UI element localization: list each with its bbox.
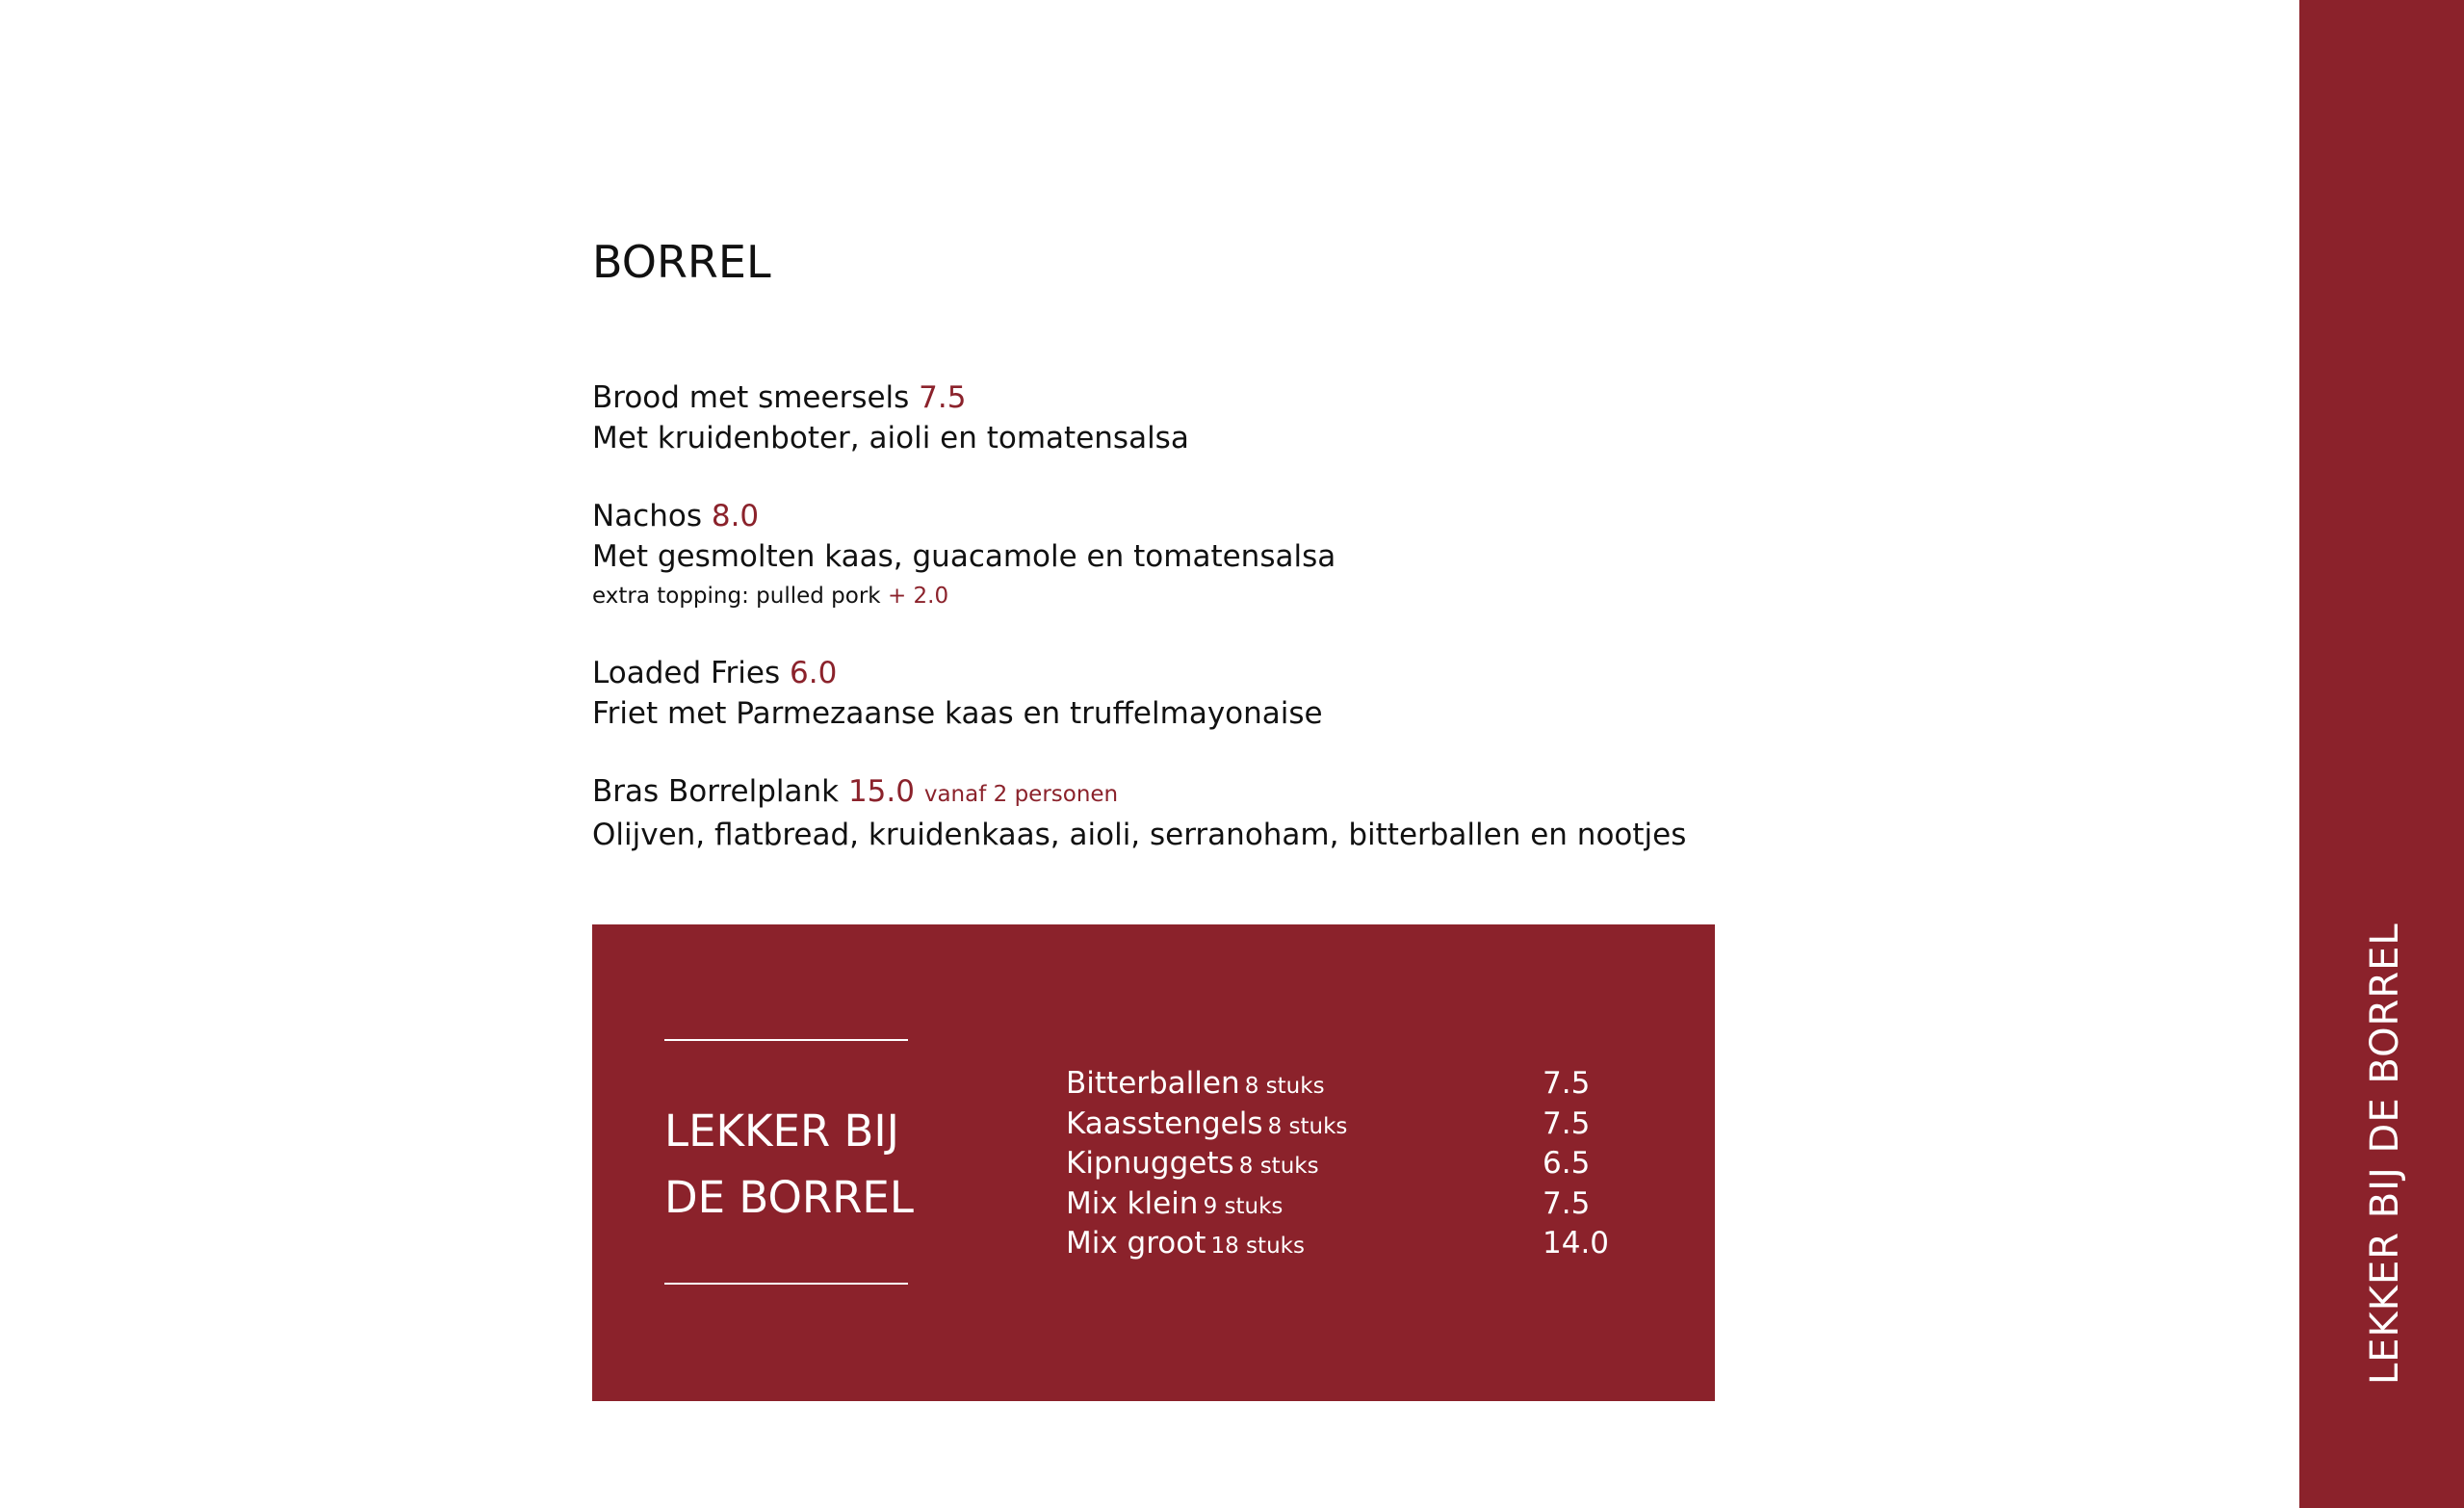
item-head [592, 771, 1748, 815]
box-title-line: DE BORREL [664, 1172, 914, 1223]
item-extra-label: extra topping: pulled pork [592, 584, 881, 609]
divider [664, 1283, 908, 1285]
snack-price: 7.5 [1543, 1105, 1591, 1141]
snack-qty: 9 stuks [1203, 1193, 1284, 1219]
snacks-box [592, 924, 1715, 1401]
snack-row [1066, 1064, 1644, 1105]
item-extra [592, 577, 1748, 615]
snack-qty: 18 stuks [1210, 1234, 1305, 1259]
snack-price: 7.5 [1543, 1185, 1591, 1221]
snack-row [1066, 1224, 1644, 1264]
item-description: Met gesmolten kaas, guacamole en tomatensalsa [592, 539, 1336, 574]
menu-item [592, 653, 1748, 734]
side-label: LEKKER BIJ DE BORREL [2363, 923, 2407, 1385]
box-title [664, 1098, 914, 1231]
item-name: Brood met smeersels [592, 380, 910, 415]
item-name: Bras Borrelplank [592, 774, 840, 809]
section-title: BORREL [592, 236, 771, 288]
item-description: Met kruidenboter, aioli en tomatensalsa [592, 421, 1189, 455]
snack-price: 14.0 [1543, 1226, 1610, 1261]
snack-list [1066, 1064, 1644, 1264]
menu-item [592, 377, 1748, 458]
item-note: vanaf 2 personen [923, 782, 1119, 807]
snack-row [1066, 1144, 1644, 1184]
snack-price: 7.5 [1543, 1066, 1591, 1101]
snack-row [1066, 1184, 1644, 1225]
box-title-line: LEKKER BIJ [664, 1105, 899, 1157]
snack-name: Mix klein [1066, 1185, 1199, 1221]
item-description: Friet met Parmezaanse kaas en truffelmayonaise [592, 696, 1323, 731]
item-price: 15.0 [847, 774, 915, 809]
item-price: 6.0 [790, 656, 838, 690]
menu-item [592, 496, 1748, 615]
snack-row [1066, 1105, 1644, 1145]
snack-name: Kipnuggets [1066, 1146, 1234, 1181]
menu-item [592, 771, 1748, 855]
item-head [592, 653, 1748, 693]
item-head [592, 377, 1748, 418]
item-head [592, 496, 1748, 536]
snack-qty: 8 stuks [1238, 1154, 1319, 1179]
menu-list [592, 377, 1748, 893]
snack-name: Kaasstengels [1066, 1105, 1263, 1141]
snack-name: Bitterballen [1066, 1066, 1240, 1101]
divider [664, 1039, 908, 1041]
snack-qty: 8 stuks [1267, 1113, 1348, 1139]
snack-price: 6.5 [1543, 1146, 1591, 1181]
item-name: Loaded Fries [592, 656, 781, 690]
item-description: Olijven, flatbread, kruidenkaas, aioli, serranoham, bitterballen en nootjes [592, 818, 1687, 852]
item-name: Nachos [592, 499, 702, 533]
item-price: 8.0 [711, 499, 760, 533]
item-extra-price: + 2.0 [887, 584, 949, 609]
snack-name: Mix groot [1066, 1226, 1206, 1261]
snack-qty: 8 stuks [1244, 1074, 1325, 1099]
item-price: 7.5 [919, 380, 967, 415]
